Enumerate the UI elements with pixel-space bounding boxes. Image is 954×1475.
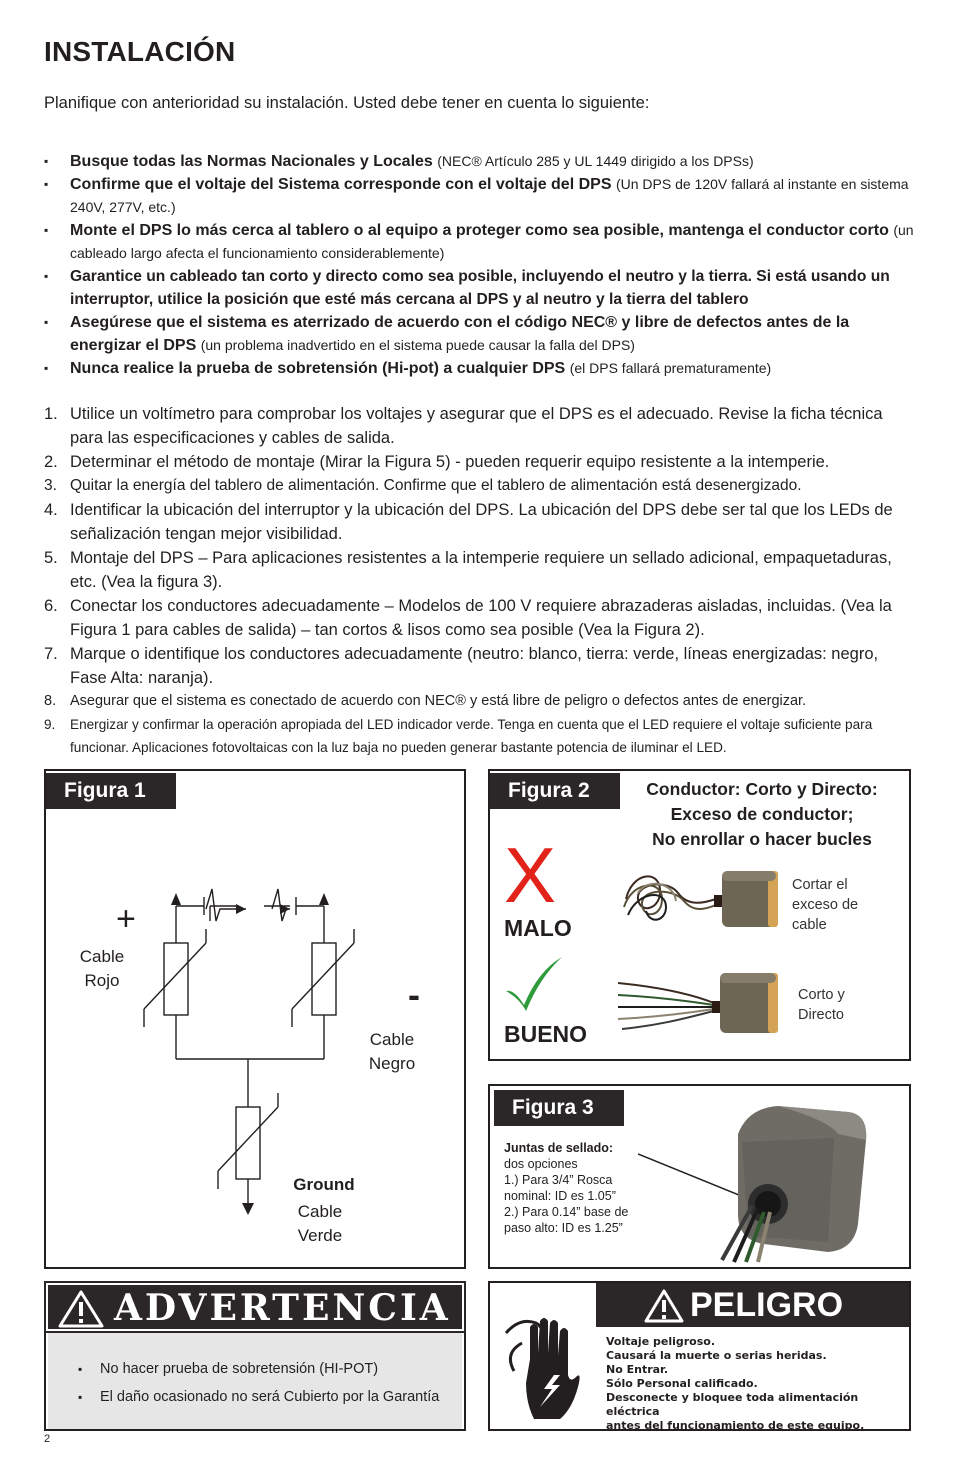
plus-terminal-label: +	[116, 900, 136, 938]
black-cable-label: Cable Negro	[368, 1030, 416, 1073]
figure-3-panel	[488, 1084, 911, 1269]
list-item: 7. Marque o identifique los conductores adecuadamente (neutro: blanco, tierra: verde, líneas energizadas: negro, Fase Alta: naranja).	[44, 645, 879, 687]
bad-label: MALO	[504, 915, 572, 941]
list-item: ▪ El daño ocasionado no será Cubierto por la Garantía	[78, 1383, 439, 1411]
warning-panel	[44, 1281, 466, 1431]
bad-note: Cortar el exceso de cable	[792, 877, 859, 933]
green-cable-label: Cable Verde	[297, 1202, 343, 1245]
danger-header	[596, 1283, 909, 1327]
danger-text: Voltaje peligroso. Causará la muerte o serias heridas. No Entrar. Sólo Personal calificado. Desconecte y bloquee toda alimentación eléctrica antes del funcionamiento de este equipo.	[606, 1335, 865, 1432]
good-label: BUENO	[504, 1021, 588, 1047]
bad-x-icon: X	[504, 831, 557, 919]
list-item: ▪ Asegúrese que el sistema es aterrizado de acuerdo con el código NEC® y libre de defectos antes de la energizar el DPS (un problema inadvertido en el sistema puede causar la falla del DPS)	[44, 311, 916, 357]
check-icon	[504, 955, 564, 1015]
warning-title: ADVERTENCIA	[114, 1287, 451, 1329]
warning-triangle-icon	[644, 1288, 684, 1324]
list-item: ▪ No hacer prueba de sobretensión (HI-POT)	[78, 1355, 439, 1383]
list-item: 9. Energizar y confirmar la operación apropiada del LED indicador verde. Tenga en cuenta que el LED requiere el voltaje suficiente para funcionar. Aplicaciones fotovoltaicas con la luz baja no pueden generar bastante potencia de iluminar el LED.	[44, 717, 873, 755]
list-item: 3. Quitar la energía del tablero de alimentación. Confirme que el tablero de alimentación está desenergizado.	[44, 477, 802, 494]
sealing-joints-text: Juntas de sellado: dos opciones 1.) Para 3/4” Rosca nominal: ID es 1.05” 2.) Para 0.14” base de paso alto: ID es 1.25”	[504, 1141, 629, 1235]
list-item: ▪ Confirme que el voltaje del Sistema corresponde con el voltaje del DPS (Un DPS de 120V fallará al instante en sistema 240V, 277V, etc.)	[44, 173, 916, 219]
straight-cable-device-image	[618, 967, 788, 1047]
list-item: 6. Conectar los conductores adecuadamente – Modelos de 100 V requiere abrazaderas aisladas, incluidas. (Vea la Figura 1 para cables de salida) – tan cortos & lisos como sea posible (Vea la Figura 2).	[44, 597, 892, 639]
list-item: 5. Montaje del DPS – Para aplicaciones resistentes a la intemperie requiere un sellado adicional, empaquetaduras, etc. (Vea la figura 3).	[44, 549, 892, 591]
surge-circuit-diagram	[46, 771, 464, 1267]
coiled-cable-device-image	[618, 859, 788, 939]
list-item: ▪ Nunca realice la prueba de sobretensión (Hi-pot) a cualquier DPS (el DPS fallará prematuramente)	[44, 357, 916, 380]
figure-2-panel	[488, 769, 911, 1061]
warning-header	[46, 1283, 464, 1331]
list-item: ▪ Busque todas las Normas Nacionales y Locales (NEC® Artículo 285 y UL 1449 dirigido a los DPSs)	[44, 150, 916, 173]
warning-body	[48, 1333, 462, 1429]
list-item: ▪ Garantice un cableado tan corto y directo como sea posible, incluyendo el neutro y la tierra. Si está usando un interruptor, utilice la posición que esté más cercana al DPS y al neutro y la tierra del tablero	[44, 265, 916, 311]
list-item: ▪ Monte el DPS lo más cerca al tablero o al equipo a proteger como sea posible, mantenga el conductor corto (un cableado largo afecta el funcionamiento considerablemente)	[44, 219, 916, 265]
figure-2-heading: Conductor: Corto y Directo: Exceso de conductor; No enrollar o hacer bucles	[646, 779, 878, 849]
figure-1-tab: Figura 1	[46, 773, 176, 809]
electric-hand-icon	[500, 1313, 584, 1427]
requirements-list	[44, 150, 916, 380]
list-item: 2. Determinar el método de montaje (Mirar la Figura 5) - pueden requerir equipo resistente a la intemperie.	[44, 453, 830, 471]
list-item: 1. Utilice un voltímetro para comprobar los voltajes y asegurar que el DPS es el adecuado. Revise la ficha técnica para las especificaciones y cables de salida.	[44, 405, 883, 447]
page-title: INSTALACIÓN	[44, 36, 236, 67]
page-number: 2	[44, 1433, 51, 1445]
list-item: 4. Identificar la ubicación del interruptor y la ubicación del DPS. La ubicación del DPS debe ser tal que los LEDs de señalización tengan mejor visibilidad.	[44, 501, 893, 543]
warning-triangle-icon	[58, 1289, 104, 1329]
ground-label: Ground	[293, 1175, 355, 1194]
danger-panel	[488, 1281, 911, 1431]
minus-terminal-label: -	[408, 974, 420, 1015]
good-note: Corto y Directo	[798, 987, 845, 1023]
red-cable-label: Cable Rojo	[79, 947, 125, 990]
intro-text: Planifique con anterioridad su instalación. Usted debe tener en cuenta lo siguiente:	[44, 94, 650, 112]
installation-steps	[44, 402, 916, 759]
danger-title: PELIGRO	[690, 1286, 844, 1324]
sealed-device-image	[638, 1094, 868, 1266]
figure-3-tab: Figura 3	[494, 1090, 624, 1126]
list-item: 8. Asegurar que el sistema es conectado de acuerdo con NEC® y está libre de peligro o defectos antes de energizar.	[44, 693, 807, 709]
figure-2-tab: Figura 2	[490, 773, 620, 809]
figure-1-panel	[44, 769, 466, 1269]
